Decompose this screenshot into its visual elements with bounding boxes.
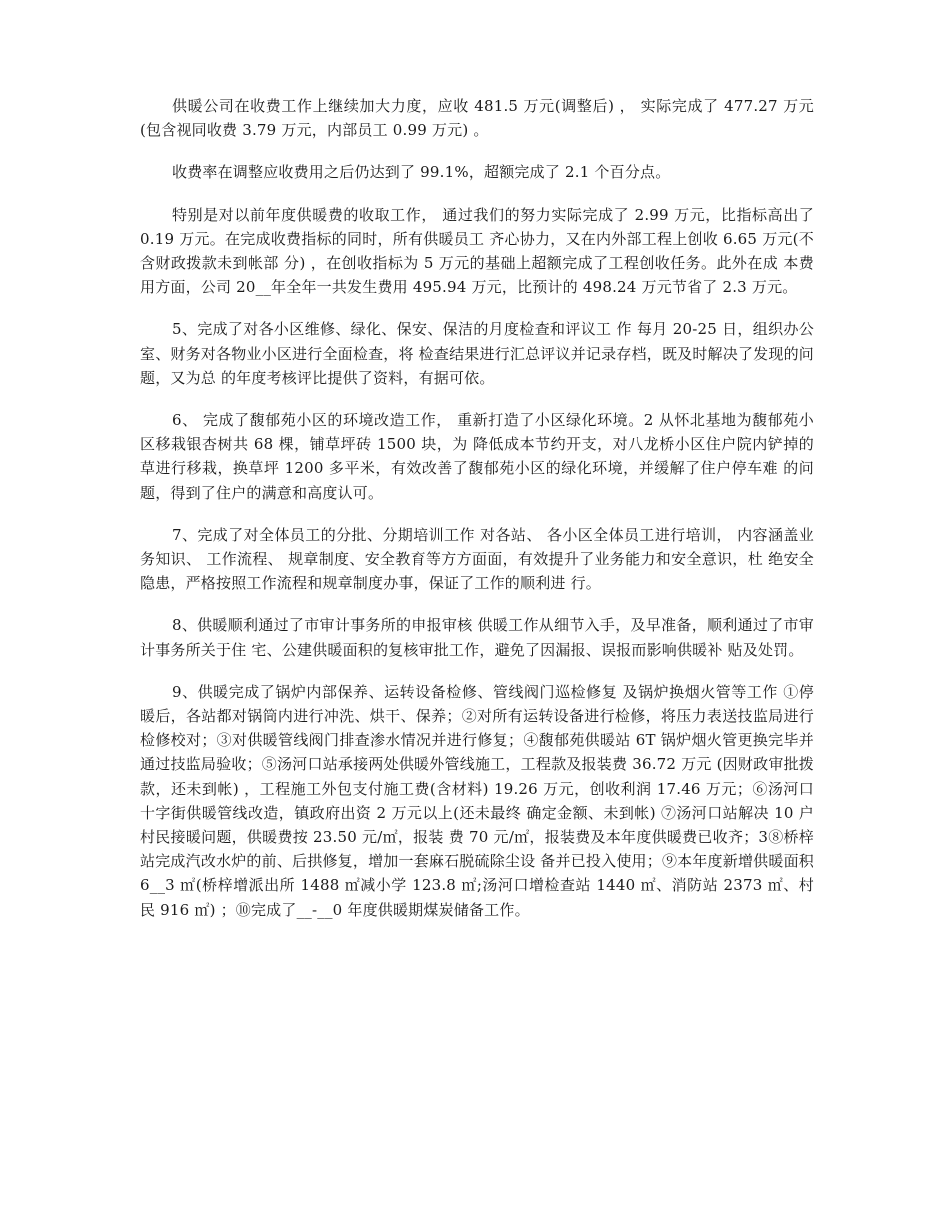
paragraph-collection-rate: 收费率在调整应收费用之后仍达到了 99.1%，超额完成了 2.1 个百分点。 xyxy=(172,163,671,182)
paragraph-item-6-environment: 6、 完成了馥郁苑小区的环境改造工作， 重新打造了小区绿化环境。2 从怀北基地为馥郁苑小区移栽银杏树共 68 棵，铺草坪砖 1500 块，为 降低成本节约开支，对八龙桥小区住户院内铲掉的草进行移栽，换草坪 1200 多平米，有效改善了馥郁苑小区的绿化环境，并缓解了住户停车难 的问题，得到了住户的满意和高度认可。 xyxy=(140,411,814,502)
paragraph-prior-year-fees: 特别是对以前年度供暖费的收取工作， 通过我们的努力实际完成了 2.99 万元，比指标高出了 0.19 万元。在完成收费指标的同时，所有供暖员工 齐心协力，又在内外部工程上创收 6.65 万元(不含财政拨款未到帐部 分) ，在创收指标为 5 万元的基础上超额完成了工程创收任务。此外在成 本费用方面，公司 20__年全年一共发生费用 495.94 万元，比预计的 498.24 万元节省了 2.3 万元。 xyxy=(140,205,814,297)
paragraph-item-7-training: 7、完成了对全体员工的分批、分期培训工作 对各站、 各小区全体员工进行培训， 内容涵盖业务知识、 工作流程、 规章制度、安全教育等方方面面，有效提升了业务能力和安全意识，杜 绝安全隐患，严格按照工作流程和规章制度办事，保证了工作的顺利进 行。 xyxy=(140,525,814,593)
paragraph-item-9-maintenance: 9、供暖完成了锅炉内部保养、运转设备检修、管线阀门巡检修复 及锅炉换烟火管等工作 ①停暖后，各站都对锅筒内进行冲洗、烘干、保养；②对所有运转设备进行检修，将压力表送技监局进行检修校对；③对供暖管线阀门排查渗水情况并进行修复；④馥郁苑供暖站 6T 锅炉烟火管更换完毕并通过技监局验收；⑤汤河口站承接两处供暖外管线施工，工程款及报装费 36.72 万元 (因财政审批拨款，还未到帐) ，工程施工外包支付施工费(含材料) 19.26 万元，创收利润 17.46 万元；⑥汤河口十字街供暖管线改造，镇政府出资 2 万元以上(还未最终 确定金额、未到帐) ⑦汤河口站解决 10 户村民接暖问题，供暖费按 23.50 元/㎡，报装 费 70 元/㎡，报装费及本年度供暖费已收齐；3⑧桥梓站完成汽改水炉的前、后拱修复，增加一套麻石脱硫除尘设 备并已投入使用；⑨本年度新增供暖面积 6__3 ㎡(桥梓增派出所 1488 ㎡减小学 123.8 ㎡;汤河口增检查站 1440 ㎡、消防站 2373 ㎡、村民 916 ㎡) ；⑩完成了__-__0 年度供暖期煤炭储备工作。 xyxy=(140,682,814,919)
document-body xyxy=(140,94,814,940)
paragraph-item-5-inspection: 5、完成了对各小区维修、绿化、保安、保洁的月度检查和评议工 作 每月 20-25 日，组织办公室、财务对各物业小区进行全面检查，将 检查结果进行汇总评议并记录存档，既及时解决了发现的问题，又为总 的年度考核评比提供了资料，有据可依。 xyxy=(140,320,814,387)
paragraph-item-8-audit: 8、供暖顺利通过了市审计事务所的申报审核 供暖工作从细节入手，及早准备，顺利通过了市审计事务所关于住 宅、公建供暖面积的复核审批工作，避免了因漏报、误报而影响供暖补 贴及处罚。 xyxy=(140,616,814,659)
paragraph-fee-collection: 供暖公司在收费工作上继续加大力度，应收 481.5 万元(调整后) ， 实际完成了 477.27 万元(包含视同收费 3.79 万元，内部员工 0.99 万元) 。 xyxy=(140,97,814,140)
